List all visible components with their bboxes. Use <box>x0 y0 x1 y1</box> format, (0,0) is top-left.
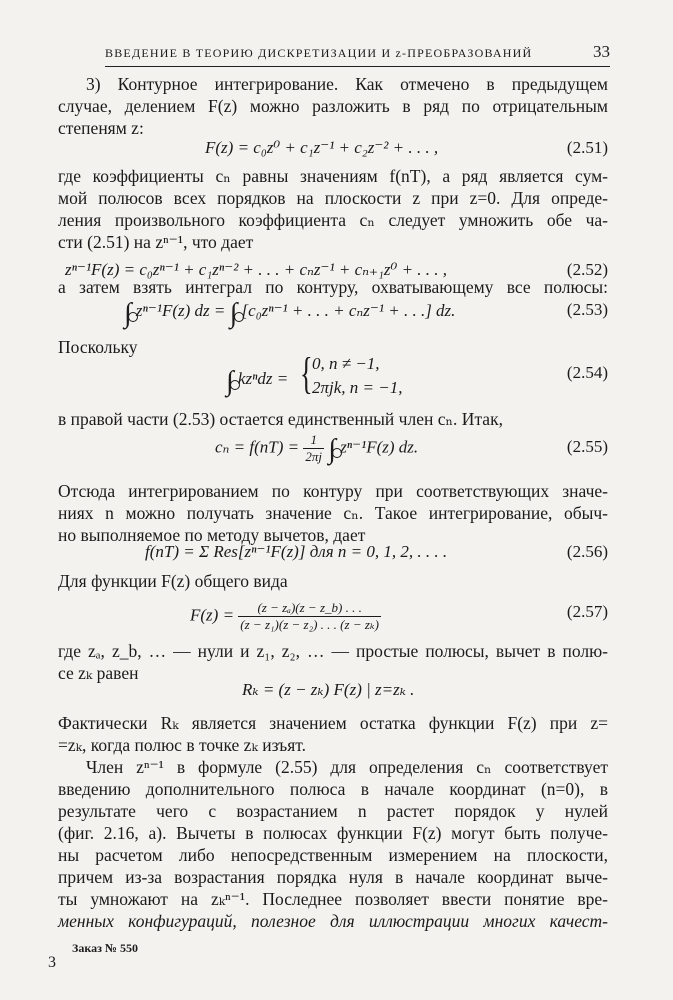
text-line: 3) Контурное интегрирование. Как отмечено в предыдущем <box>86 74 608 94</box>
text-line: где коэффициенты cₙ равны значениям f(nT), а ряд является сум- <box>58 166 608 186</box>
fraction-denominator: (z − z₁)(z − z₂) . . . (z − zₖ) <box>240 617 379 632</box>
equation-2-55 <box>215 432 418 466</box>
equation-2-57 <box>190 600 381 633</box>
running-header <box>105 44 610 67</box>
contour-integral-icon: ∫ <box>226 366 234 397</box>
fraction <box>238 600 381 633</box>
text-line: мой полюсов всех порядков на плоскости z при z=0. Для опреде- <box>58 188 608 208</box>
equation-number: (2.55) <box>566 437 608 456</box>
equation-2-56: f(nT) = Σ Res[zⁿ⁻¹F(z)] для n = 0, 1, 2, . . . . <box>145 542 448 561</box>
contour-integral-icon: ∫ <box>229 298 238 329</box>
text-line: причем из-за возрастания порядка нуля в начале координат выче- <box>58 867 608 887</box>
text-line: ления произвольного коэффициента cₙ следует умножить обе ча- <box>58 210 608 230</box>
equation-number: (2.52) <box>566 260 608 279</box>
case-2: 2πjk, n = −1, <box>312 378 403 397</box>
equation-2-51: F(z) = c₀z⁰ + c₁z⁻¹ + c₂z⁻² + . . . , <box>205 138 439 157</box>
header-title: ВВЕДЕНИЕ В ТЕОРИЮ ДИСКРЕТИЗАЦИИ И z-ПРЕОБРАЗОВАНИЙ <box>105 46 533 60</box>
text-line: но выполняемое по методу вычетов, дает <box>58 525 366 545</box>
text-line: Отсюда интегрированием по контуру при соответствующих значе- <box>58 481 608 501</box>
text-line: сти (2.51) на zⁿ⁻¹, что дает <box>58 232 254 252</box>
text-line: ны расчетом либо непосредственным измерением на плоскости, <box>58 845 608 865</box>
eq-lhs: F(z) = <box>190 605 235 625</box>
brace: { <box>300 349 313 398</box>
equation-number: (2.53) <box>566 300 608 319</box>
eq-lhs: zⁿ⁻¹F(z) dz = <box>135 301 226 320</box>
text-line: Поскольку <box>58 337 138 357</box>
text-line: Фактически Rₖ является значением остатка функции F(z) при z= <box>58 713 608 733</box>
equation-number: (2.57) <box>566 602 608 621</box>
eq-lhs: kzⁿdz = <box>237 369 289 388</box>
text-line: (фиг. 2.16, a). Вычеты в полюсах функции F(z) могут быть получе- <box>58 823 608 843</box>
page-number: 33 <box>593 42 610 61</box>
case-1: 0, n ≠ −1, <box>312 354 380 373</box>
fraction-numerator: (z − zₐ)(z − z_b) . . . <box>238 600 381 617</box>
text-line: ниях n можно получать значение cₙ. Такое интегрирование, обыч- <box>58 503 608 523</box>
eq-rhs: [c₀zⁿ⁻¹ + . . . + cₙz⁻¹ + . . .] dz. <box>241 301 456 320</box>
text-line: Для функции F(z) общего вида <box>58 571 288 591</box>
text-line: степеням z: <box>58 118 144 138</box>
text-line: где zₐ, z_b, … — нули и z₁, z₂, … — простые полюсы, вычет в полю- <box>58 641 608 661</box>
equation-2-54 <box>226 366 288 398</box>
text-line: в правой части (2.53) остается единственный член cₙ. Итак, <box>58 409 503 429</box>
equation-2-52: zⁿ⁻¹F(z) = c₀zⁿ⁻¹ + c₁zⁿ⁻² + . . . + cₙz⁻¹ + cₙ₊₁z⁰ + . . . , <box>65 260 448 279</box>
text-line: результате чего с возрастанием n растет порядок у нулей <box>58 801 608 821</box>
signature-mark: 3 <box>48 954 56 971</box>
equation-number: (2.56) <box>566 542 608 561</box>
text-line: =zₖ, когда полюс в точке zₖ изъят. <box>58 735 306 755</box>
equation-number: (2.54) <box>566 363 608 382</box>
eq-rhs: zⁿ⁻¹F(z) dz. <box>340 437 419 457</box>
text-line: ты умножают на zₖⁿ⁻¹. Последнее позволяет ввести понятие вре- <box>58 889 608 909</box>
equation-2-53 <box>124 298 455 330</box>
text-line: менных конфигураций, полезное для иллюстрации многих качест- <box>58 911 608 931</box>
text-line: а затем взять интеграл по контуру, охватывающему все полюсы: <box>58 277 608 297</box>
text-line: се zₖ равен <box>58 663 139 683</box>
text-line: случае, делением F(z) можно разложить в ряд по отрицательным <box>58 96 608 116</box>
fraction <box>303 432 324 465</box>
equation-number: (2.51) <box>566 138 608 157</box>
contour-integral-icon: ∫ <box>328 434 336 466</box>
text-line: Член zⁿ⁻¹ в формуле (2.55) для определения cₙ соответствует <box>86 757 608 777</box>
text-line: введению дополнительного полюса в начале координат (n=0), в <box>58 779 608 799</box>
contour-integral-icon: ∫ <box>124 298 132 329</box>
eq-lhs: cₙ = f(nT) = <box>215 437 300 457</box>
residue-equation: Rₖ = (z − zₖ) F(z) | z=zₖ . <box>242 680 415 699</box>
fraction-denominator: 2πj <box>305 449 323 464</box>
fraction-numerator: 1 <box>303 432 324 449</box>
print-order: Заказ № 550 <box>72 941 138 955</box>
